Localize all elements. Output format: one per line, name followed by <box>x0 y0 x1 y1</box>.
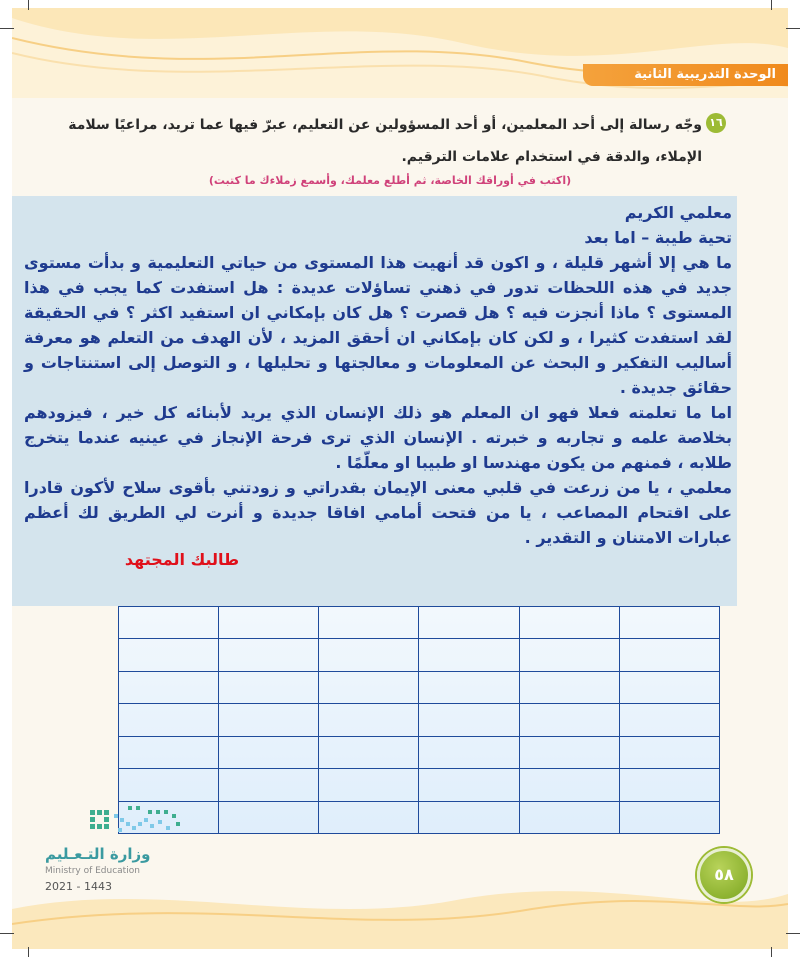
grid-cell <box>619 704 719 736</box>
grid-cell <box>519 704 619 736</box>
crop-mark <box>786 933 800 934</box>
grid-cell <box>119 769 219 801</box>
grid-cell <box>319 769 419 801</box>
grid-cell <box>219 639 319 671</box>
crop-mark <box>786 28 800 29</box>
grid-cell <box>219 736 319 768</box>
writing-grid <box>118 606 720 834</box>
grid-cell <box>419 704 519 736</box>
grid-cell <box>519 639 619 671</box>
grid-cell <box>319 639 419 671</box>
answer-box <box>12 196 737 606</box>
letter-paragraph: معلمي ، يا من زرعت في قلبي معنى الإيمان بقدراتي و زودتني بأقوى سلاح لأكون قادرا على اقتحام المصاعب ، يا من فتحت أمامي افاقا جديدة و أنرت لي الطريق لك أعظم عبارات الامتنان و التقدير . <box>24 478 732 547</box>
grid-cell <box>619 671 719 703</box>
grid-cell <box>519 671 619 703</box>
question-text: وجّه رسالة إلى أحد المعلمين، أو أحد المسؤولين عن التعليم، عبرّ فيها عما تريد، مراعيًا سلامة الإملاء، والدقة في استخدام علامات الترقيم. <box>68 117 702 165</box>
grid-cell <box>319 671 419 703</box>
crop-mark <box>28 947 29 957</box>
crop-mark <box>771 0 772 10</box>
page-number-badge: ٥٨ <box>697 848 751 902</box>
grid-cell <box>419 736 519 768</box>
grid-cell <box>319 736 419 768</box>
grid-cell <box>419 639 519 671</box>
grid-cell <box>419 769 519 801</box>
grid-cell <box>219 769 319 801</box>
crop-mark <box>0 933 14 934</box>
letter-greeting: معلمي الكريم <box>624 203 732 222</box>
instruction-text: (اكتب في أوراقك الخاصة، ثم أطلع معلمك، وأسمع زملاءك ما كتبت) <box>208 174 572 187</box>
letter-signature: طالبك المجتهد <box>124 550 240 569</box>
grid-row <box>119 769 720 801</box>
grid-cell <box>519 801 619 833</box>
grid-cell <box>219 801 319 833</box>
grid-cell <box>619 801 719 833</box>
grid-cell <box>319 607 419 639</box>
crop-mark <box>0 28 14 29</box>
grid-cell <box>419 607 519 639</box>
ministry-name-arabic: وزارة التـعـليم <box>45 845 151 863</box>
grid-cell <box>219 671 319 703</box>
crop-mark <box>771 947 772 957</box>
ministry-logo-icon <box>88 804 188 844</box>
grid-row <box>119 736 720 768</box>
grid-row <box>119 639 720 671</box>
letter-paragraph: ما هي إلا أشهر قليلة ، و اكون قد أنهيت هذا المستوى من حياتي التعليمية و بدأت مستوى جديد في هذه اللحظات تدور في ذهني تساؤلات عديدة : هل استفدت كما يجب في هذا المستوى ؟ ماذا أنجزت فيه ؟ هل قصرت ؟ هل كان بإمكاني ان استفيد اكثر ؟ في الحقيقة لقد استفدت كثيرا ، و لكن كان بإمكاني ان أحقق المزيد ، لأن الهدف من التعلم هو معرفة أساليب التفكير و البحث عن المعلومات و معالجتها و تحليلها ، و التوصل إلى استنتاجات و حقائق جديدة . <box>24 253 732 397</box>
grid-cell <box>619 607 719 639</box>
letter-salutation: تحية طيبة – اما بعد <box>584 228 732 247</box>
grid-cell <box>119 607 219 639</box>
grid-cell <box>419 671 519 703</box>
grid-cell <box>519 607 619 639</box>
grid-cell <box>519 769 619 801</box>
grid-cell <box>619 769 719 801</box>
question-number-badge: ١٦ <box>706 113 726 133</box>
grid-cell <box>219 704 319 736</box>
grid-cell <box>219 607 319 639</box>
grid-row <box>119 607 720 639</box>
textbook-page <box>12 8 788 949</box>
grid-row <box>119 801 720 833</box>
grid-cell <box>619 736 719 768</box>
ministry-name-english: Ministry of Education <box>45 866 140 876</box>
grid-row <box>119 671 720 703</box>
grid-cell <box>619 639 719 671</box>
unit-banner: الوحدة التدريبية الثانية <box>583 64 788 86</box>
grid-cell <box>319 704 419 736</box>
edition-year: 2021 - 1443 <box>45 880 112 893</box>
crop-mark <box>28 0 29 10</box>
grid-cell <box>119 704 219 736</box>
grid-cell <box>119 639 219 671</box>
grid-row <box>119 704 720 736</box>
grid-cell <box>519 736 619 768</box>
grid-cell <box>319 801 419 833</box>
letter-paragraph: اما ما تعلمته فعلا فهو ان المعلم هو ذلك الإنسان الذي يريد لأبنائه كل خير ، فيزودهم بخلاصة علمه و تجاربه و خبرته . الإنسان الذي ترى فرحة الإنجاز في عينيه عندما يتخرج طلابه ، فمنهم من يكون مهندسا او طبيبا او معلّمًا . <box>24 403 732 472</box>
grid-cell <box>119 736 219 768</box>
grid-cell <box>119 671 219 703</box>
grid-cell <box>419 801 519 833</box>
letter-body <box>24 200 732 550</box>
